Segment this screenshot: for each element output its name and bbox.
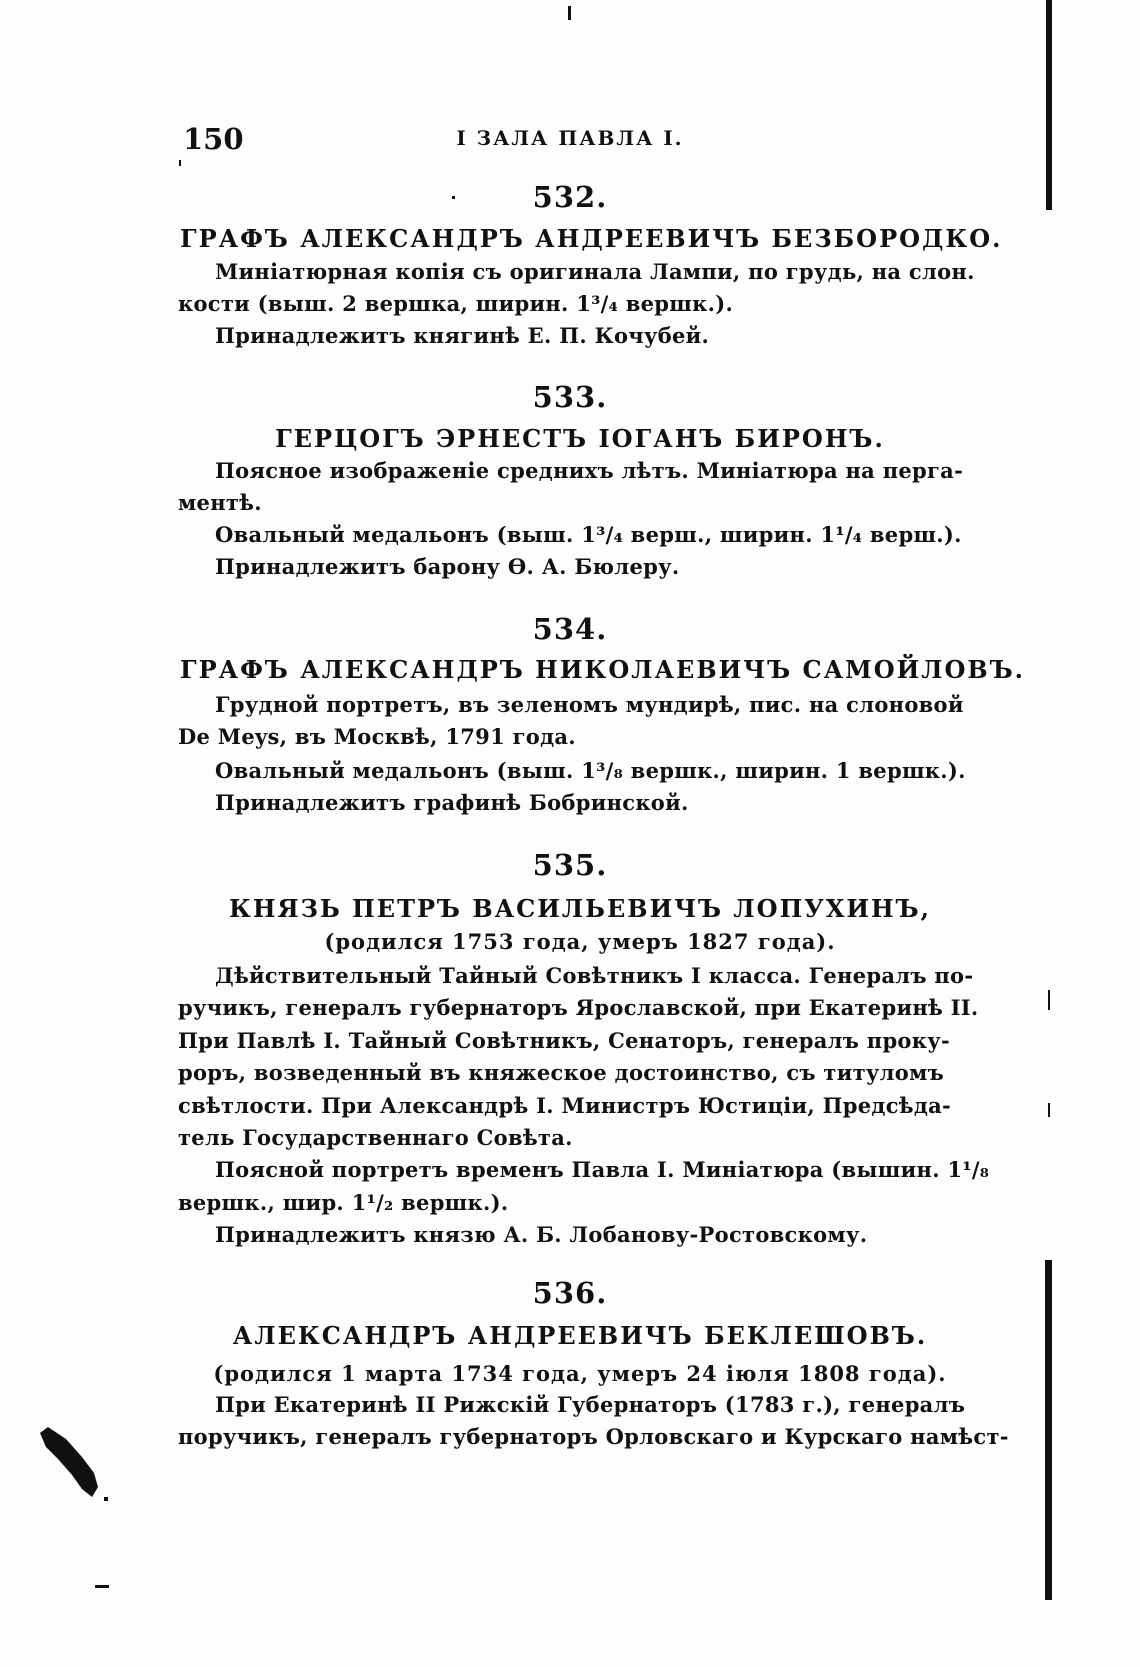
entry-text-line: тель Государственнаго Совѣта. (178, 1125, 573, 1150)
entry-title: ГРАФЪ АЛЕКСАНДРЪ НИКОЛАЕВИЧЪ САМОЙЛОВЪ. (180, 655, 1026, 684)
entry-text-line: кости (выш. 2 вершка, ширин. 1³/₄ вершк.). (178, 291, 734, 316)
entry-text-line: Овальный медальонъ (выш. 1³/₄ верш., ширин. 1¹/₄ верш.). (215, 522, 962, 547)
entry-text-line: ментѣ. (178, 490, 262, 515)
entry-text-line: Принадлежитъ графинѣ Бобринской. (215, 790, 689, 815)
entry-text-line: роръ, возведенный въ княжеское достоинство, съ титуломъ (178, 1060, 945, 1085)
entry-text-line: ручикъ, генералъ губернаторъ Ярославской, при Екатеринѣ II. (178, 995, 979, 1020)
entry-text-line: При Екатеринѣ II Рижскій Губернаторъ (1783 г.), генералъ (215, 1392, 966, 1417)
entry-text-line: Грудной портретъ, въ зеленомъ мундирѣ, пис. на слоновой (215, 692, 964, 717)
entry-number: 532. (532, 180, 608, 214)
entry-subtitle: (родился 1 марта 1734 года, умеръ 24 іюля 1808 года). (213, 1361, 947, 1386)
entry-text-line: свѣтлости. При Александрѣ I. Министръ Юстиціи, Предсѣда- (178, 1093, 952, 1118)
scan-edge-line (1046, 0, 1052, 210)
scan-speck (568, 6, 571, 20)
scan-speck (1048, 990, 1050, 1010)
entry-subtitle: (родился 1753 года, умеръ 1827 года). (324, 929, 836, 954)
page-number: 150 (183, 122, 244, 156)
scan-edge-line (1045, 1260, 1052, 1600)
entry-text-line: Дѣйствительный Тайный Совѣтникъ I класса. Генералъ по- (215, 963, 974, 988)
scan-blot (38, 1425, 118, 1515)
entry-title: КНЯЗЬ ПЕТРЪ ВАСИЛЬЕВИЧЪ ЛОПУХИНЪ, (229, 894, 931, 923)
running-title: I ЗАЛА ПАВЛА I. (456, 126, 684, 150)
entry-number: 535. (532, 848, 608, 882)
scan-speck (452, 196, 455, 199)
entry-number: 534. (532, 612, 608, 646)
entry-title: ГЕРЦОГЪ ЭРНЕСТЪ ІОГАНЪ БИРОНЪ. (275, 424, 885, 453)
entry-text-line: Принадлежитъ барону Ѳ. А. Бюлеру. (215, 554, 680, 579)
entry-number: 533. (532, 380, 608, 414)
entry-text-line: поручикъ, генералъ губернаторъ Орловскаго и Курскаго намѣст- (178, 1424, 1009, 1449)
entry-text-line: De Meys, въ Москвѣ, 1791 года. (178, 724, 576, 749)
entry-text-line: Поясной портретъ временъ Павла I. Миніатюра (вышин. 1¹/₈ (215, 1157, 990, 1182)
scan-speck (95, 1585, 109, 1588)
entry-text-line: При Павлѣ I. Тайный Совѣтникъ, Сенаторъ, генералъ проку- (178, 1028, 950, 1053)
entry-text-line: Поясное изображеніе среднихъ лѣтъ. Миніатюра на перга- (215, 458, 964, 483)
entry-text-line: Принадлежитъ княгинѣ Е. П. Кочубей. (215, 323, 710, 348)
entry-title: АЛЕКСАНДРЪ АНДРЕЕВИЧЪ БЕКЛЕШОВЪ. (232, 1321, 928, 1350)
entry-text-line: Принадлежитъ князю А. Б. Лобанову-Ростовскому. (215, 1222, 868, 1247)
scan-speck (179, 160, 181, 166)
entry-number: 536. (532, 1276, 608, 1310)
entry-text-line: вершк., шир. 1¹/₂ вершк.). (178, 1190, 509, 1215)
entry-text-line: Овальный медальонъ (выш. 1³/₈ вершк., ширин. 1 вершк.). (215, 758, 966, 783)
entry-text-line: Миніатюрная копія съ оригинала Лампи, по грудь, на слон. (215, 259, 975, 284)
scan-speck (1048, 1103, 1050, 1117)
entry-title: ГРАФЪ АЛЕКСАНДРЪ АНДРЕЕВИЧЪ БЕЗБОРОДКО. (180, 224, 1003, 253)
